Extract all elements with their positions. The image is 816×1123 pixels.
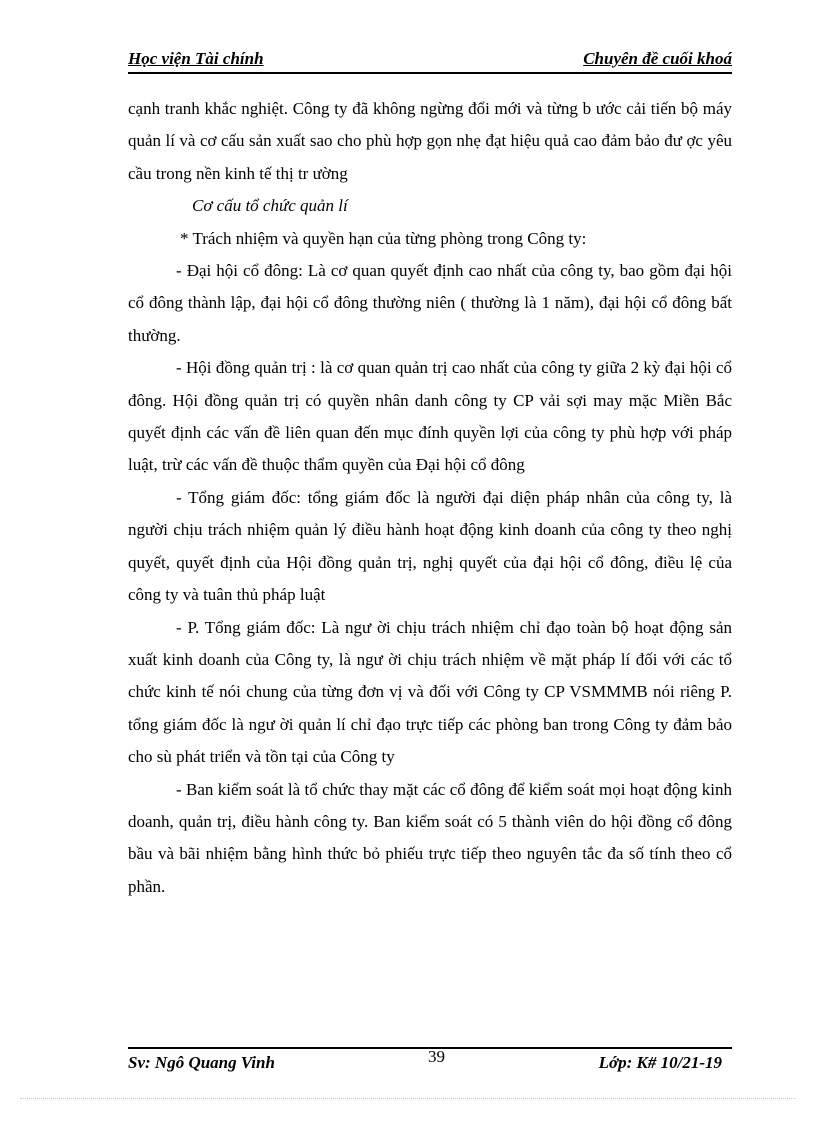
paragraph-general-director: - Tổng giám đốc: tổng giám đốc là người đại diện pháp nhân của công ty, là người chịu trách nhiệm quản lý điều hành hoạt động kinh doanh của công ty theo nghị quyết, quyết định của Hội đồng quản trị, nghị quyết của đại hội cổ đông, điều lệ của công ty và tuân thủ pháp luật bbox=[128, 487, 732, 605]
footer-student-name: Sv: Ngô Quang Vinh bbox=[128, 1053, 275, 1072]
section-title: Cơ cấu tổ chức quản lí bbox=[192, 196, 348, 216]
page-bottom-border bbox=[20, 1098, 796, 1099]
paragraph-board-of-directors: - Hội đồng quản trị : là cơ quan quản trị cao nhất của công ty giữa 2 kỳ đại hội cổ đông. Hội đồng quản trị có quyền nhân danh công ty CP vải sợi may mặc Miền Bắc quyết định các vấn đề liên quan đến mục đính quyền lợi của công ty phù hợp với pháp luật, trừ các vấn đề thuộc thẩm quyền của Đại hội cổ đông bbox=[128, 358, 732, 475]
section-intro: * Trách nhiệm và quyền hạn của từng phòng trong Công ty: bbox=[180, 228, 587, 248]
paragraph-shareholders-meeting: - Đại hội cổ đông: Là cơ quan quyết định cao nhất của công ty, bao gồm đại hội cổ đông thành lập, đại hội cổ đông thường niên ( thường là 1 năm), đại hội cổ đông bất thường. bbox=[128, 261, 732, 345]
page-number: 39 bbox=[428, 1047, 445, 1066]
page-footer bbox=[128, 1047, 732, 1077]
paragraph-supervisory-board: - Ban kiểm soát là tổ chức thay mặt các cổ đông để kiểm soát mọi hoạt động kinh doanh, quản trị, điều hành công ty. Ban kiểm soát có 5 thành viên do hội đồng cổ đông bầu và bãi nhiệm bằng hình thức bỏ phiếu trực tiếp theo nguyên tắc đa số tính theo cổ phần. bbox=[128, 779, 732, 896]
paragraph-continuation: cạnh tranh khắc nghiệt. Công ty đã không ngừng đổi mới và từng b ước cải tiến bộ máy quản lí và cơ cấu sản xuất sao cho phù hợp gọn nhẹ đạt hiệu quả cao đảm bảo đư ợc yêu cầu trong nền kinh tế thị tr ường bbox=[128, 99, 732, 183]
footer-class: Lớp: K# 10/21-19 bbox=[598, 1053, 722, 1072]
body-text bbox=[128, 93, 732, 903]
header-rule bbox=[128, 72, 732, 74]
header-institution: Học viện Tài chính bbox=[128, 49, 264, 68]
paragraph-deputy-general-director: - P. Tổng giám đốc: Là ngư ời chịu trách nhiệm chỉ đạo toàn bộ hoạt động sản xuất kinh doanh của Công ty, là ngư ời chịu trách nhiệm về mặt pháp lí đối với các tổ chức kinh tế nói chung của từng đơn vị và đối với Công ty CP VSMMMB nói riêng P. tổng giám đốc là ngư ời quản lí chỉ đạo trực tiếp các phòng ban trong Công ty đảm bảo cho sù phát triển và tồn tại của Công ty bbox=[128, 617, 732, 767]
header-document-type: Chuyên đề cuối khoá bbox=[583, 49, 732, 68]
page-header bbox=[128, 49, 732, 71]
